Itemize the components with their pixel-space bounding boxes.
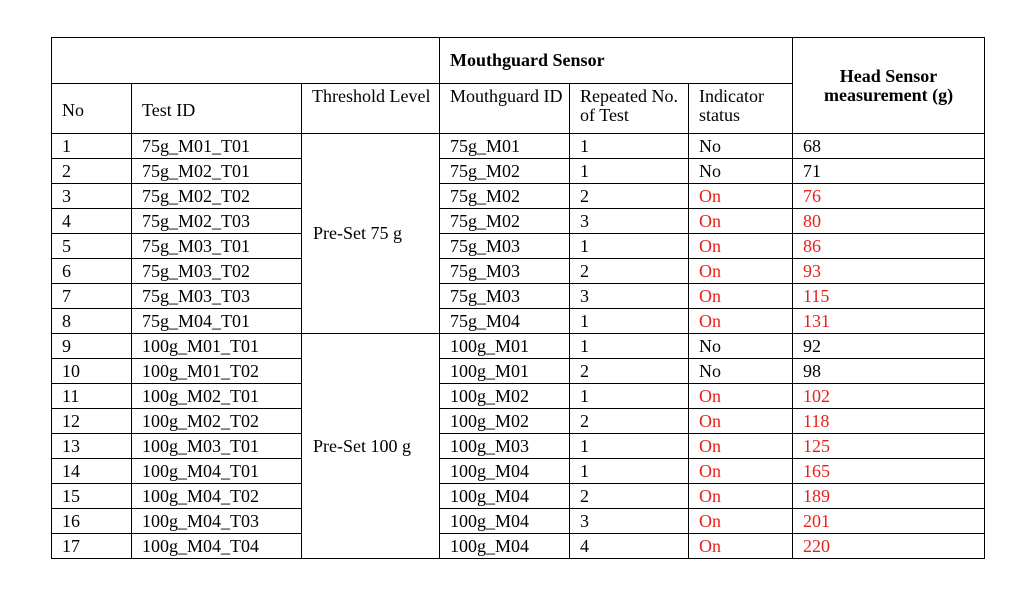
cell-test-id: 75g_M02_T01 [132,159,302,184]
cell-test-id: 100g_M01_T01 [132,334,302,359]
cell-mouthguard-id: 75g_M02 [440,159,570,184]
cell-repeated: 3 [570,284,689,309]
table-row [52,309,985,334]
cell-no: 17 [52,534,132,559]
cell-head-measurement: 98 [793,359,985,384]
cell-no: 7 [52,284,132,309]
cell-mouthguard-id: 75g_M02 [440,209,570,234]
cell-test-id: 75g_M04_T01 [132,309,302,334]
cell-mouthguard-id: 75g_M04 [440,309,570,334]
head-sensor-header: Head Sensor measurement (g) [793,38,985,134]
cell-mouthguard-id: 100g_M02 [440,409,570,434]
cell-indicator-status: On [689,309,793,334]
table-row [52,509,985,534]
cell-repeated: 1 [570,134,689,159]
cell-test-id: 75g_M02_T03 [132,209,302,234]
cell-mouthguard-id: 100g_M02 [440,384,570,409]
cell-repeated: 3 [570,509,689,534]
cell-head-measurement: 118 [793,409,985,434]
table-row [52,534,985,559]
cell-no: 8 [52,309,132,334]
results-table [51,37,985,559]
table-row [52,284,985,309]
cell-indicator-status: No [689,334,793,359]
cell-test-id: 75g_M03_T01 [132,234,302,259]
table-row [52,409,985,434]
cell-no: 1 [52,134,132,159]
table-row [52,334,985,359]
cell-test-id: 100g_M03_T01 [132,434,302,459]
cell-head-measurement: 115 [793,284,985,309]
header-empty-cell [52,38,440,84]
cell-repeated: 1 [570,234,689,259]
table-row [52,484,985,509]
col-indicator-header: Indicator status [689,84,793,134]
table-row [52,134,985,159]
col-no-header: No [52,84,132,134]
cell-threshold-level: Pre-Set 100 g [302,334,440,559]
col-repeated-header: Repeated No. of Test [570,84,689,134]
cell-mouthguard-id: 100g_M01 [440,359,570,384]
cell-mouthguard-id: 100g_M01 [440,334,570,359]
cell-indicator-status: On [689,209,793,234]
table-row [52,259,985,284]
cell-indicator-status: On [689,509,793,534]
cell-mouthguard-id: 75g_M03 [440,284,570,309]
cell-no: 5 [52,234,132,259]
cell-indicator-status: On [689,409,793,434]
cell-test-id: 75g_M02_T02 [132,184,302,209]
cell-repeated: 1 [570,459,689,484]
cell-head-measurement: 131 [793,309,985,334]
cell-no: 12 [52,409,132,434]
table-row [52,459,985,484]
cell-repeated: 2 [570,484,689,509]
cell-indicator-status: On [689,284,793,309]
cell-mouthguard-id: 75g_M03 [440,259,570,284]
cell-indicator-status: On [689,459,793,484]
cell-repeated: 2 [570,359,689,384]
cell-repeated: 1 [570,309,689,334]
cell-head-measurement: 80 [793,209,985,234]
cell-mouthguard-id: 100g_M04 [440,509,570,534]
cell-indicator-status: On [689,259,793,284]
cell-indicator-status: On [689,384,793,409]
col-threshold-header: Threshold Level [302,84,440,134]
cell-indicator-status: On [689,184,793,209]
cell-indicator-status: On [689,434,793,459]
cell-mouthguard-id: 75g_M01 [440,134,570,159]
table-row [52,384,985,409]
cell-indicator-status: No [689,159,793,184]
col-mouthguard-id-header: Mouthguard ID [440,84,570,134]
cell-head-measurement: 102 [793,384,985,409]
cell-repeated: 2 [570,409,689,434]
cell-repeated: 1 [570,434,689,459]
cell-mouthguard-id: 75g_M03 [440,234,570,259]
cell-no: 14 [52,459,132,484]
cell-no: 6 [52,259,132,284]
cell-repeated: 4 [570,534,689,559]
cell-head-measurement: 92 [793,334,985,359]
cell-repeated: 2 [570,184,689,209]
cell-no: 10 [52,359,132,384]
cell-indicator-status: No [689,359,793,384]
cell-repeated: 1 [570,334,689,359]
cell-mouthguard-id: 100g_M03 [440,434,570,459]
cell-test-id: 100g_M04_T03 [132,509,302,534]
cell-no: 16 [52,509,132,534]
cell-no: 4 [52,209,132,234]
cell-head-measurement: 71 [793,159,985,184]
table-row [52,359,985,384]
cell-test-id: 100g_M04_T01 [132,459,302,484]
cell-head-measurement: 165 [793,459,985,484]
cell-repeated: 1 [570,159,689,184]
table-row [52,234,985,259]
cell-test-id: 100g_M04_T04 [132,534,302,559]
cell-test-id: 75g_M03_T02 [132,259,302,284]
cell-test-id: 100g_M02_T01 [132,384,302,409]
cell-head-measurement: 86 [793,234,985,259]
table-row [52,434,985,459]
cell-mouthguard-id: 100g_M04 [440,534,570,559]
cell-mouthguard-id: 100g_M04 [440,459,570,484]
cell-mouthguard-id: 100g_M04 [440,484,570,509]
cell-test-id: 100g_M02_T02 [132,409,302,434]
cell-no: 13 [52,434,132,459]
cell-head-measurement: 189 [793,484,985,509]
cell-test-id: 75g_M03_T03 [132,284,302,309]
cell-mouthguard-id: 75g_M02 [440,184,570,209]
table-row [52,184,985,209]
cell-test-id: 75g_M01_T01 [132,134,302,159]
cell-head-measurement: 220 [793,534,985,559]
cell-head-measurement: 201 [793,509,985,534]
cell-head-measurement: 125 [793,434,985,459]
cell-test-id: 100g_M04_T02 [132,484,302,509]
cell-no: 11 [52,384,132,409]
cell-no: 3 [52,184,132,209]
cell-test-id: 100g_M01_T02 [132,359,302,384]
cell-indicator-status: No [689,134,793,159]
cell-indicator-status: On [689,234,793,259]
cell-repeated: 2 [570,259,689,284]
cell-head-measurement: 93 [793,259,985,284]
cell-no: 15 [52,484,132,509]
mouthguard-sensor-header: Mouthguard Sensor [440,38,793,84]
table-body [52,134,985,559]
cell-head-measurement: 68 [793,134,985,159]
cell-no: 2 [52,159,132,184]
cell-indicator-status: On [689,484,793,509]
cell-indicator-status: On [689,534,793,559]
cell-no: 9 [52,334,132,359]
table-row [52,159,985,184]
col-test-id-header: Test ID [132,84,302,134]
cell-repeated: 1 [570,384,689,409]
table-row [52,209,985,234]
cell-repeated: 3 [570,209,689,234]
cell-head-measurement: 76 [793,184,985,209]
cell-threshold-level: Pre-Set 75 g [302,134,440,334]
